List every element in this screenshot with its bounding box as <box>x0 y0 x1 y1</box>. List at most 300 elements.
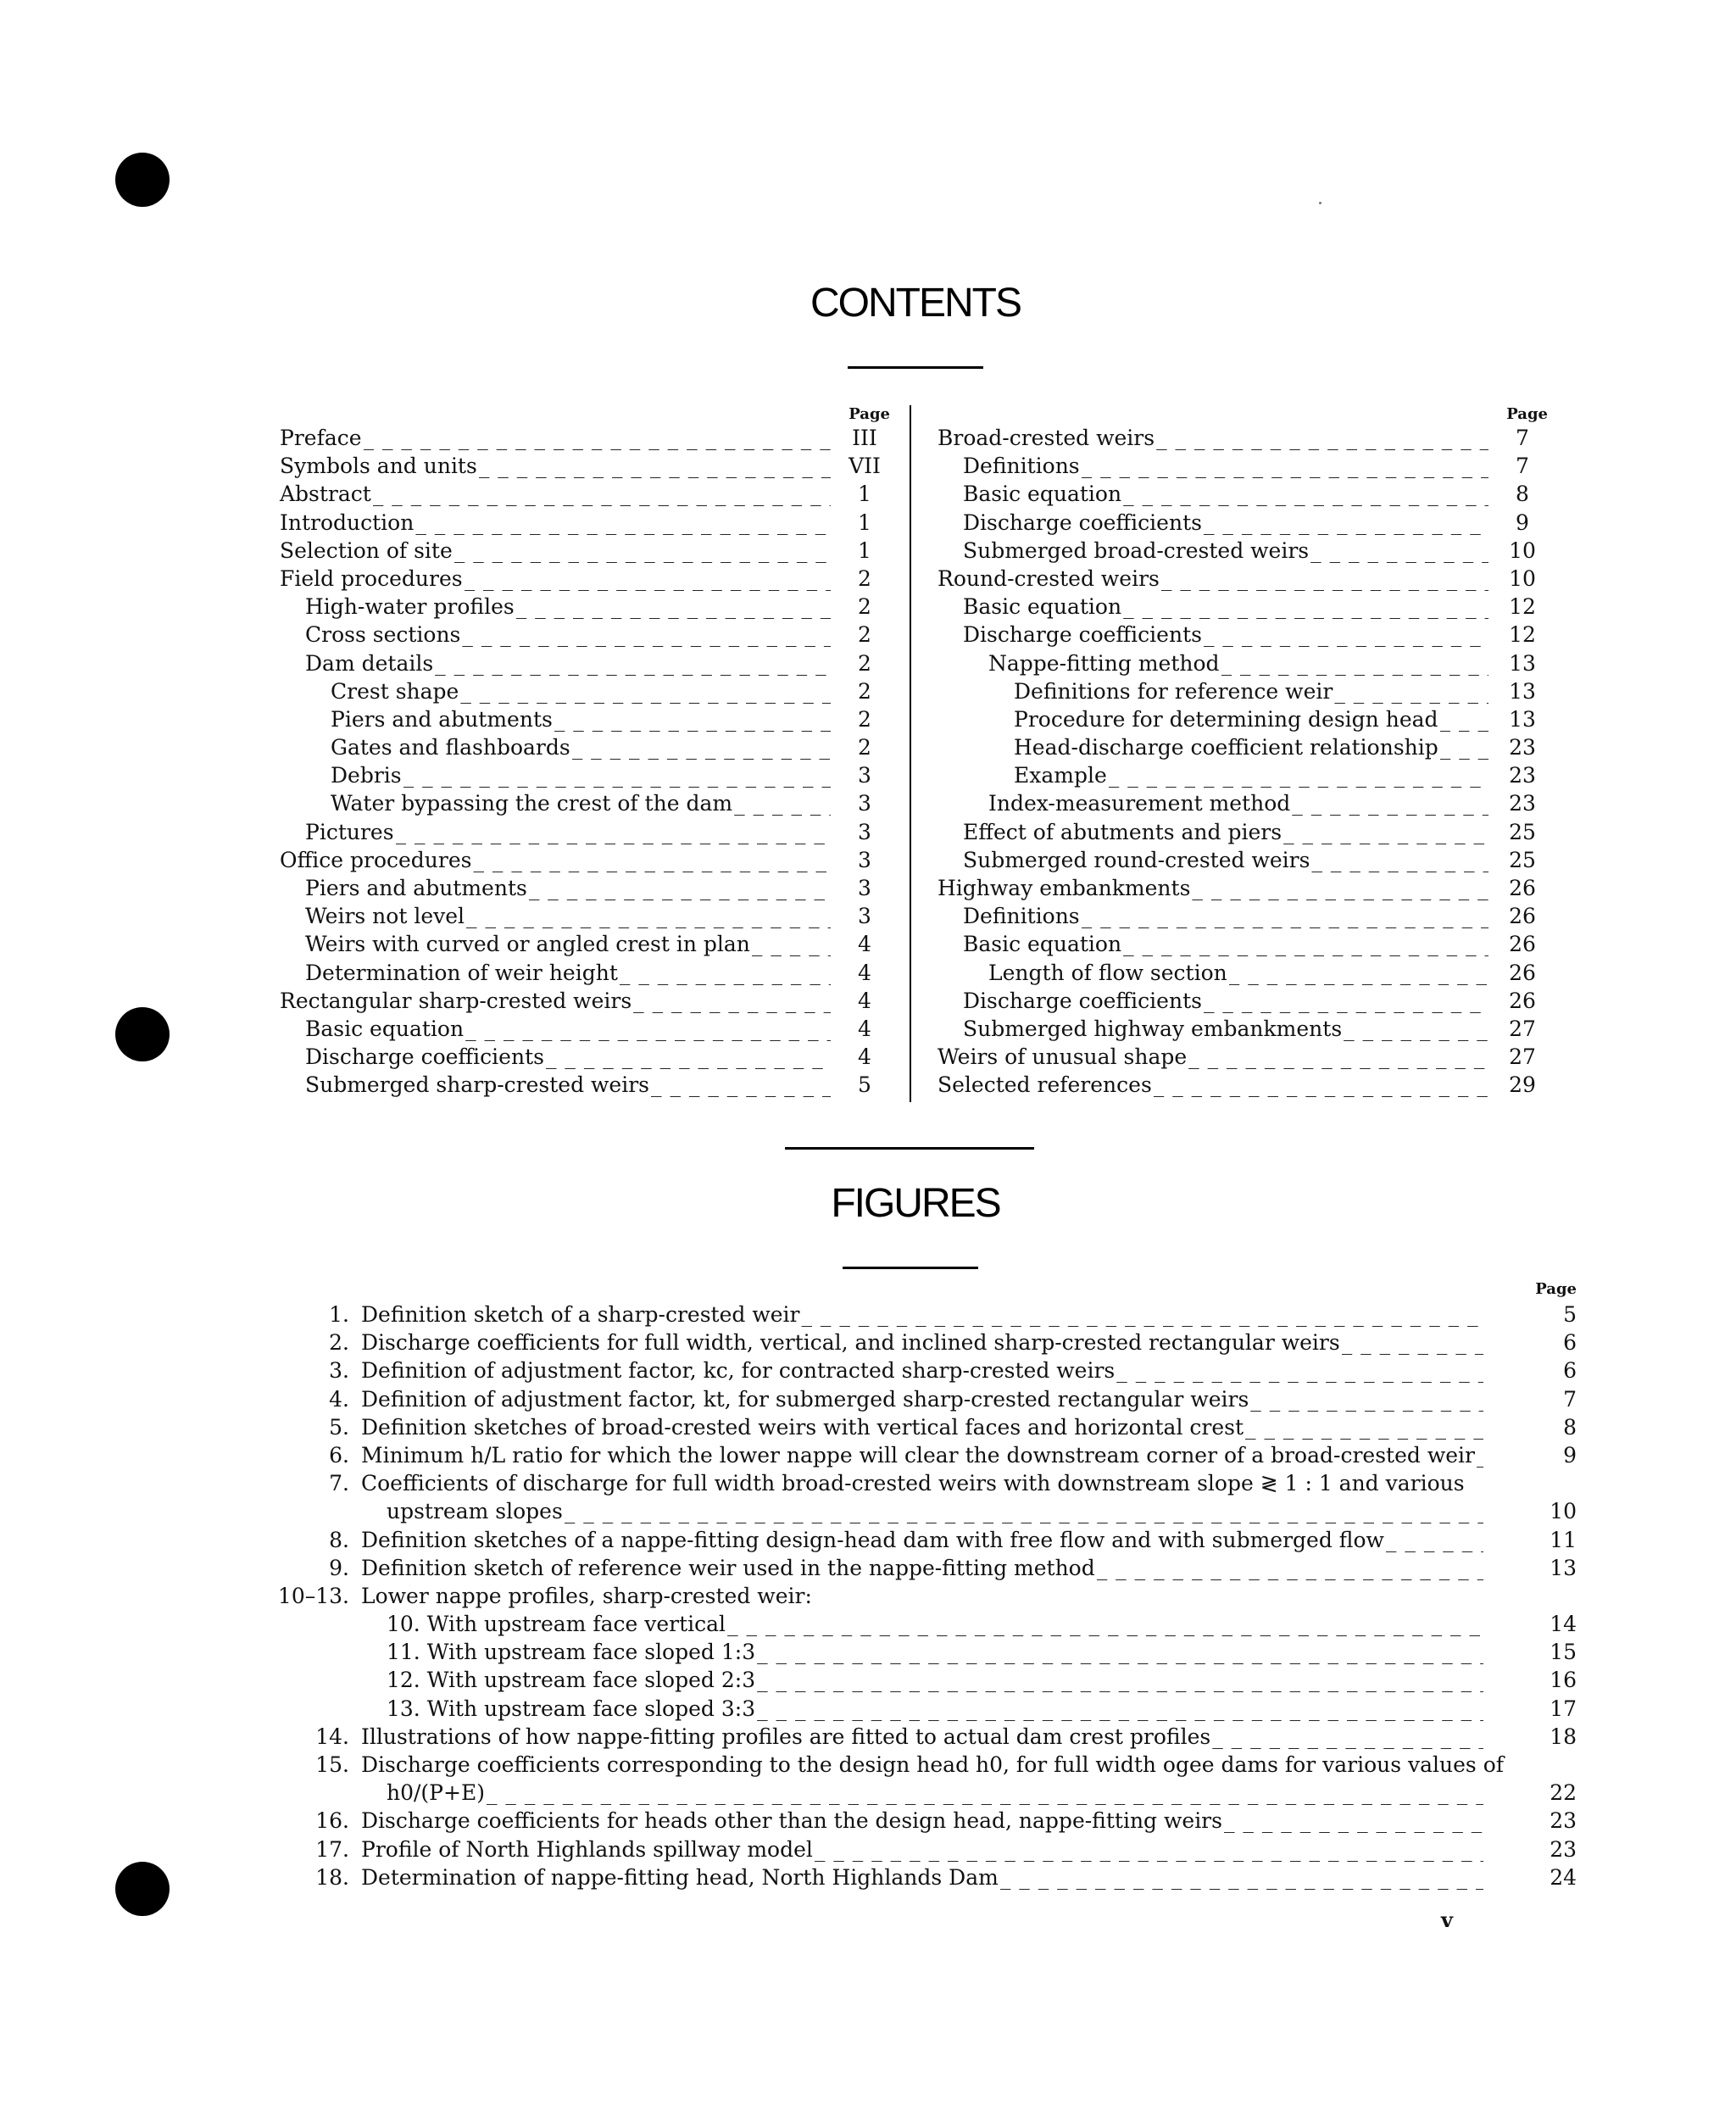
entry-label: Submerged sharp-crested weirs <box>305 1072 650 1098</box>
leader-dots <box>1123 594 1488 619</box>
contents-entry <box>938 735 1556 763</box>
leader-dots <box>1283 820 1488 844</box>
contents-entry <box>280 651 899 679</box>
leader-dots <box>633 989 831 1013</box>
leader-dots <box>1440 735 1488 760</box>
page-column-header: Page <box>1506 405 1548 423</box>
entry-page: 1 <box>858 482 871 507</box>
contents-entry <box>938 1072 1556 1100</box>
figure-label: Definition sketches of broad-crested weirs with vertical faces and horizontal crest <box>361 1414 1244 1440</box>
figure-entry <box>271 1584 1577 1612</box>
entry-label: Discharge coefficients <box>963 988 1202 1013</box>
entry-label: Preface <box>280 426 362 450</box>
figure-entry <box>271 1724 1577 1752</box>
figure-label: Definition sketches of a nappe-fitting design-head dam with free flow and with submerged flow <box>361 1527 1384 1552</box>
contents-entry <box>938 1017 1556 1044</box>
figure-label: Determination of nappe-fitting head, North Highlands Dam <box>361 1864 999 1890</box>
contents-entry <box>280 989 899 1017</box>
leader-dots <box>479 454 831 478</box>
figure-number: 18. <box>315 1864 349 1890</box>
entry-page: 3 <box>858 763 871 788</box>
contents-right-column <box>938 405 1556 1101</box>
contents-entry <box>280 932 899 960</box>
leader-dots <box>396 820 831 844</box>
entry-label: Office procedures <box>280 847 472 872</box>
entry-page: 13 <box>1509 678 1536 704</box>
contents-entry <box>280 426 899 454</box>
contents-entry <box>280 763 899 791</box>
leader-dots <box>529 876 831 900</box>
entry-page: 3 <box>858 847 871 872</box>
figure-entry <box>271 1330 1577 1358</box>
leader-dots <box>460 679 831 704</box>
entry-label: Effect of abutments and piers <box>963 819 1283 844</box>
figure-entry <box>271 1528 1577 1556</box>
contents-title: CONTENTS <box>810 281 1021 326</box>
figure-page: 13 <box>1550 1555 1577 1580</box>
contents-entry <box>280 679 899 707</box>
contents-entry <box>280 622 899 650</box>
leader-dots <box>1386 1528 1483 1552</box>
leader-dots <box>572 735 831 760</box>
entry-page: 25 <box>1509 847 1536 872</box>
leader-dots <box>757 1668 1483 1692</box>
entry-label: Abstract <box>280 482 371 507</box>
contents-entry <box>938 566 1556 594</box>
entry-page: 29 <box>1509 1072 1536 1098</box>
figure-page: 22 <box>1550 1780 1577 1806</box>
entry-page: 23 <box>1509 735 1536 760</box>
contents-entry <box>280 594 899 622</box>
figure-number: 7. <box>329 1471 349 1496</box>
entry-label: Water bypassing the crest of the dam <box>331 791 733 816</box>
figure-page: 24 <box>1550 1864 1577 1890</box>
figure-entry <box>271 1443 1577 1471</box>
figure-number: 3. <box>329 1358 349 1384</box>
punch-hole-middle <box>115 1007 170 1061</box>
entry-page: 26 <box>1509 932 1536 957</box>
entry-label: Determination of weir height <box>305 960 618 985</box>
figure-entry <box>271 1780 1577 1808</box>
contents-entry <box>280 454 899 482</box>
entry-label: Broad-crested weirs <box>938 426 1155 450</box>
entry-page: VII <box>849 454 881 479</box>
leader-dots <box>734 791 831 816</box>
leader-dots <box>651 1072 831 1097</box>
figure-entry <box>271 1358 1577 1386</box>
leader-dots <box>465 566 831 591</box>
leader-dots <box>403 763 831 788</box>
leader-dots <box>462 622 831 647</box>
contents-entry <box>280 707 899 735</box>
speck <box>1319 202 1321 204</box>
figure-page: 11 <box>1550 1527 1577 1552</box>
entry-page: 23 <box>1509 763 1536 788</box>
entry-label: Highway embankments <box>938 876 1191 900</box>
contents-entry <box>280 566 899 594</box>
figure-label: Discharge coefficients for heads other than the design head, nappe-fitting weirs <box>361 1808 1222 1834</box>
figures-title-rule <box>843 1267 978 1269</box>
figure-label: Coefficients of discharge for full width broad-crested weirs with downstream slope ≷ 1 : 1 and various <box>361 1471 1465 1496</box>
contents-entry <box>280 482 899 510</box>
figure-number: 1. <box>329 1302 349 1327</box>
leader-dots <box>554 707 831 732</box>
leader-dots <box>373 482 831 506</box>
entry-label: Index-measurement method <box>988 791 1291 816</box>
page-column-header: Page <box>849 405 890 423</box>
figure-number: 2. <box>329 1330 349 1356</box>
leader-dots <box>1221 651 1488 676</box>
leader-dots <box>465 1017 831 1041</box>
entry-page: 3 <box>858 819 871 844</box>
figure-entry <box>271 1499 1577 1527</box>
figure-entry <box>271 1415 1577 1443</box>
entry-label: Piers and abutments <box>305 876 527 900</box>
figure-page: 7 <box>1563 1386 1577 1412</box>
entry-page: 5 <box>858 1072 871 1098</box>
figure-label: Discharge coefficients for full width, vertical, and inclined sharp-crested rectangular weirs <box>361 1330 1340 1356</box>
entry-label: Cross sections <box>305 622 461 648</box>
contents-entry <box>280 791 899 819</box>
leader-dots <box>1123 482 1488 506</box>
figure-entry <box>271 1612 1577 1640</box>
figures-page-header: Page <box>1535 1280 1577 1298</box>
leader-dots <box>1161 566 1488 591</box>
figure-label: Definition sketch of reference weir used in the nappe-fitting method <box>361 1555 1095 1580</box>
leader-dots <box>1123 932 1488 956</box>
entry-label: Debris <box>331 763 402 788</box>
leader-dots <box>727 1612 1483 1636</box>
figure-page: 6 <box>1563 1330 1577 1356</box>
leader-dots <box>1082 454 1488 478</box>
contents-left-list <box>280 426 899 1101</box>
contents-entry <box>280 961 899 989</box>
figure-label: 13. With upstream face sloped 3:3 <box>387 1696 756 1721</box>
figure-entry <box>271 1808 1577 1836</box>
leader-dots <box>1156 426 1488 450</box>
entry-page: 1 <box>858 510 871 535</box>
entry-page: 4 <box>858 988 871 1013</box>
contents-entry <box>280 848 899 876</box>
column-divider <box>910 405 911 1102</box>
entry-page: 12 <box>1509 622 1536 648</box>
entry-label: Symbols and units <box>280 454 477 479</box>
entry-page: 27 <box>1509 1044 1536 1070</box>
figure-label: Lower nappe profiles, sharp-crested weir: <box>361 1583 812 1608</box>
contents-entry <box>280 1017 899 1044</box>
entry-page: 26 <box>1509 988 1536 1013</box>
leader-dots <box>1116 1358 1483 1383</box>
entry-label: Procedure for determining design head <box>1014 706 1438 732</box>
figure-number: 10–13. <box>277 1583 349 1608</box>
entry-page: 25 <box>1509 819 1536 844</box>
entry-page: 2 <box>858 735 871 760</box>
entry-label: Submerged round-crested weirs <box>963 847 1310 872</box>
leader-dots <box>1229 961 1488 985</box>
leader-dots <box>1212 1724 1483 1749</box>
figure-entry <box>271 1302 1577 1330</box>
figure-entry <box>271 1387 1577 1415</box>
entry-label: Round-crested weirs <box>938 565 1160 591</box>
entry-page: 1 <box>858 537 871 563</box>
contents-entry <box>938 622 1556 650</box>
contents-entry <box>938 538 1556 566</box>
entry-label: Gates and flashboards <box>331 735 570 760</box>
figure-label: 11. With upstream face sloped 1:3 <box>387 1640 756 1665</box>
entry-label: Weirs of unusual shape <box>938 1044 1188 1070</box>
leader-dots <box>1000 1865 1483 1890</box>
entry-page: 26 <box>1509 876 1536 900</box>
punch-hole-bottom <box>115 1862 170 1916</box>
figure-entry <box>271 1696 1577 1724</box>
figure-page: 23 <box>1550 1836 1577 1862</box>
leader-dots <box>415 510 831 535</box>
figure-number: 9. <box>329 1555 349 1580</box>
leader-dots <box>752 932 831 956</box>
page-folio: v <box>1441 1908 1453 1932</box>
contents-entry <box>938 679 1556 707</box>
entry-label: Submerged highway embankments <box>963 1016 1343 1041</box>
leader-dots <box>1310 538 1488 563</box>
entry-label: Basic equation <box>963 594 1122 620</box>
leader-dots <box>1292 791 1488 816</box>
figure-entry <box>271 1752 1577 1780</box>
figure-number: 14. <box>315 1724 349 1749</box>
figure-label: Definition of adjustment factor, kt, for submerged sharp-crested rectangular weirs <box>361 1386 1249 1412</box>
entry-label: Rectangular sharp-crested weirs <box>280 988 632 1013</box>
entry-label: Discharge coefficients <box>963 622 1202 648</box>
entry-page: 7 <box>1516 454 1529 479</box>
figure-label: upstream slopes <box>387 1499 563 1524</box>
entry-page: 3 <box>858 904 871 929</box>
leader-dots <box>1109 763 1488 788</box>
entry-page: 10 <box>1509 537 1536 563</box>
entry-page: 13 <box>1509 706 1536 732</box>
leader-dots <box>1204 622 1488 647</box>
entry-label: Discharge coefficients <box>305 1044 544 1070</box>
entry-label: Pictures <box>305 819 394 844</box>
leader-dots <box>364 426 831 450</box>
figure-number: 15. <box>315 1752 349 1777</box>
entry-page: 2 <box>858 622 871 648</box>
figures-title: FIGURES <box>831 1181 1000 1226</box>
figure-entry <box>271 1640 1577 1668</box>
figure-page: 18 <box>1550 1724 1577 1749</box>
leader-dots <box>801 1302 1483 1327</box>
leader-dots <box>1154 1072 1488 1097</box>
entry-page: 4 <box>858 1044 871 1070</box>
entry-label: Selection of site <box>280 537 453 563</box>
contents-entry <box>938 454 1556 482</box>
entry-page: 13 <box>1509 650 1536 676</box>
entry-page: 3 <box>858 876 871 900</box>
leader-dots <box>1342 1330 1483 1355</box>
contents-entry <box>280 1044 899 1072</box>
leader-dots <box>1344 1017 1488 1041</box>
entry-label: Example <box>1014 763 1107 788</box>
leader-dots <box>1334 679 1488 704</box>
leader-dots <box>1477 1443 1483 1468</box>
contents-left-column <box>280 405 899 1101</box>
contents-entry <box>938 932 1556 960</box>
entry-page: 2 <box>858 706 871 732</box>
contents-entry <box>938 904 1556 932</box>
contents-entry <box>938 651 1556 679</box>
entry-page: 3 <box>858 791 871 816</box>
figure-label: 12. With upstream face sloped 2:3 <box>387 1668 756 1693</box>
entry-page: III <box>852 426 877 450</box>
entry-label: Definitions <box>963 454 1080 479</box>
leader-dots <box>1082 904 1488 928</box>
entry-page: 4 <box>858 1016 871 1041</box>
contents-entry <box>938 791 1556 819</box>
contents-title-rule <box>848 366 983 369</box>
figure-label: Illustrations of how nappe-fitting profiles are fitted to actual dam crest profiles <box>361 1724 1211 1749</box>
entry-page: 9 <box>1516 510 1529 535</box>
contents-right-list <box>938 426 1556 1101</box>
figure-page: 9 <box>1563 1442 1577 1468</box>
entry-page: 2 <box>858 678 871 704</box>
figure-page: 23 <box>1550 1808 1577 1834</box>
leader-dots <box>466 904 831 928</box>
entry-page: 10 <box>1509 565 1536 591</box>
figure-number: 17. <box>315 1836 349 1862</box>
contents-entry <box>280 904 899 932</box>
leader-dots <box>1204 510 1488 535</box>
entry-page: 26 <box>1509 904 1536 929</box>
contents-entry <box>938 961 1556 989</box>
leader-dots <box>1224 1808 1483 1833</box>
figure-page: 17 <box>1550 1696 1577 1721</box>
entry-page: 23 <box>1509 791 1536 816</box>
leader-dots <box>757 1696 1483 1721</box>
figures-list <box>271 1302 1577 1893</box>
entry-page: 4 <box>858 960 871 985</box>
entry-label: Basic equation <box>305 1016 465 1041</box>
contents-entry <box>280 1072 899 1100</box>
entry-page: 26 <box>1509 960 1536 985</box>
entry-label: Selected references <box>938 1072 1152 1098</box>
entry-page: 2 <box>858 650 871 676</box>
entry-label: High-water profiles <box>305 594 515 620</box>
entry-label: Discharge coefficients <box>963 510 1202 535</box>
entry-label: Weirs not level <box>305 904 465 929</box>
entry-label: Head-discharge coefficient relationship <box>1014 735 1438 760</box>
contents-entry <box>938 482 1556 510</box>
leader-dots <box>516 594 831 619</box>
entry-label: Definitions <box>963 904 1080 929</box>
contents-entry <box>938 820 1556 848</box>
contents-entry <box>938 1044 1556 1072</box>
leader-dots <box>1440 707 1488 732</box>
entry-page: 4 <box>858 932 871 957</box>
entry-page: 8 <box>1516 482 1529 507</box>
entry-page: 7 <box>1516 426 1529 450</box>
contents-entry <box>280 876 899 904</box>
entry-page: 2 <box>858 565 871 591</box>
figure-entry <box>271 1668 1577 1696</box>
figure-page: 14 <box>1550 1612 1577 1637</box>
figure-entry <box>271 1865 1577 1893</box>
figure-number: 8. <box>329 1527 349 1552</box>
contents-entry <box>280 820 899 848</box>
figure-label: Definition sketch of a sharp-crested weir <box>361 1302 800 1327</box>
entry-label: Basic equation <box>963 482 1122 507</box>
contents-entry <box>280 538 899 566</box>
contents-entry <box>280 510 899 538</box>
entry-label: Submerged broad-crested weirs <box>963 537 1310 563</box>
entry-label: Dam details <box>305 650 434 676</box>
leader-dots <box>454 538 831 563</box>
figure-label: Discharge coefficients corresponding to the design head h0, for full width ogee dams for various values of <box>361 1752 1505 1777</box>
entry-label: Field procedures <box>280 565 463 591</box>
figure-label: h0/(P+E) <box>387 1780 485 1806</box>
figure-label: Minimum h/L ratio for which the lower nappe will clear the downstream corner of a broad-crested weir <box>361 1442 1475 1468</box>
figure-number: 4. <box>329 1386 349 1412</box>
contents-entry <box>938 989 1556 1017</box>
contents-entry <box>938 510 1556 538</box>
entry-page: 2 <box>858 594 871 620</box>
figure-page: 10 <box>1550 1499 1577 1524</box>
figure-number: 16. <box>315 1808 349 1834</box>
entry-label: Weirs with curved or angled crest in plan <box>305 932 750 957</box>
contents-entry <box>280 735 899 763</box>
figure-label: Profile of North Highlands spillway model <box>361 1836 813 1862</box>
figure-page: 6 <box>1563 1358 1577 1384</box>
entry-label: Introduction <box>280 510 415 535</box>
leader-dots <box>1188 1044 1488 1069</box>
leader-dots <box>487 1780 1483 1805</box>
figure-page: 16 <box>1550 1668 1577 1693</box>
figure-entry <box>271 1556 1577 1584</box>
figure-page: 5 <box>1563 1302 1577 1327</box>
figure-entry <box>271 1837 1577 1865</box>
contents-entry <box>938 763 1556 791</box>
leader-dots <box>1192 876 1488 900</box>
figure-label: Definition of adjustment factor, kc, for contracted sharp-crested weirs <box>361 1358 1116 1384</box>
contents-entry <box>938 426 1556 454</box>
leader-dots <box>565 1499 1483 1523</box>
entry-page: 12 <box>1509 594 1536 620</box>
figure-page: 15 <box>1550 1640 1577 1665</box>
leader-dots <box>435 651 831 676</box>
leader-dots <box>1311 848 1488 872</box>
leader-dots <box>620 961 831 985</box>
entry-label: Crest shape <box>331 678 459 704</box>
entry-page: 27 <box>1509 1016 1536 1041</box>
leader-dots <box>1250 1387 1483 1412</box>
contents-entry <box>938 876 1556 904</box>
leader-dots <box>1097 1556 1483 1580</box>
leader-dots <box>1245 1415 1483 1440</box>
figure-entry <box>271 1471 1577 1499</box>
entry-label: Piers and abutments <box>331 706 553 732</box>
punch-hole-top <box>115 153 170 207</box>
entry-label: Basic equation <box>963 932 1122 957</box>
leader-dots <box>757 1640 1483 1664</box>
section-separator-rule <box>785 1147 1034 1150</box>
entry-label: Definitions for reference weir <box>1014 678 1333 704</box>
leader-dots <box>1204 989 1488 1013</box>
figure-page: 8 <box>1563 1414 1577 1440</box>
leader-dots <box>473 848 831 872</box>
figure-label: 10. With upstream face vertical <box>387 1612 726 1637</box>
figure-number: 5. <box>329 1414 349 1440</box>
leader-dots <box>546 1044 831 1069</box>
figure-number: 6. <box>329 1442 349 1468</box>
entry-label: Nappe-fitting method <box>988 650 1220 676</box>
entry-label: Length of flow section <box>988 960 1227 985</box>
